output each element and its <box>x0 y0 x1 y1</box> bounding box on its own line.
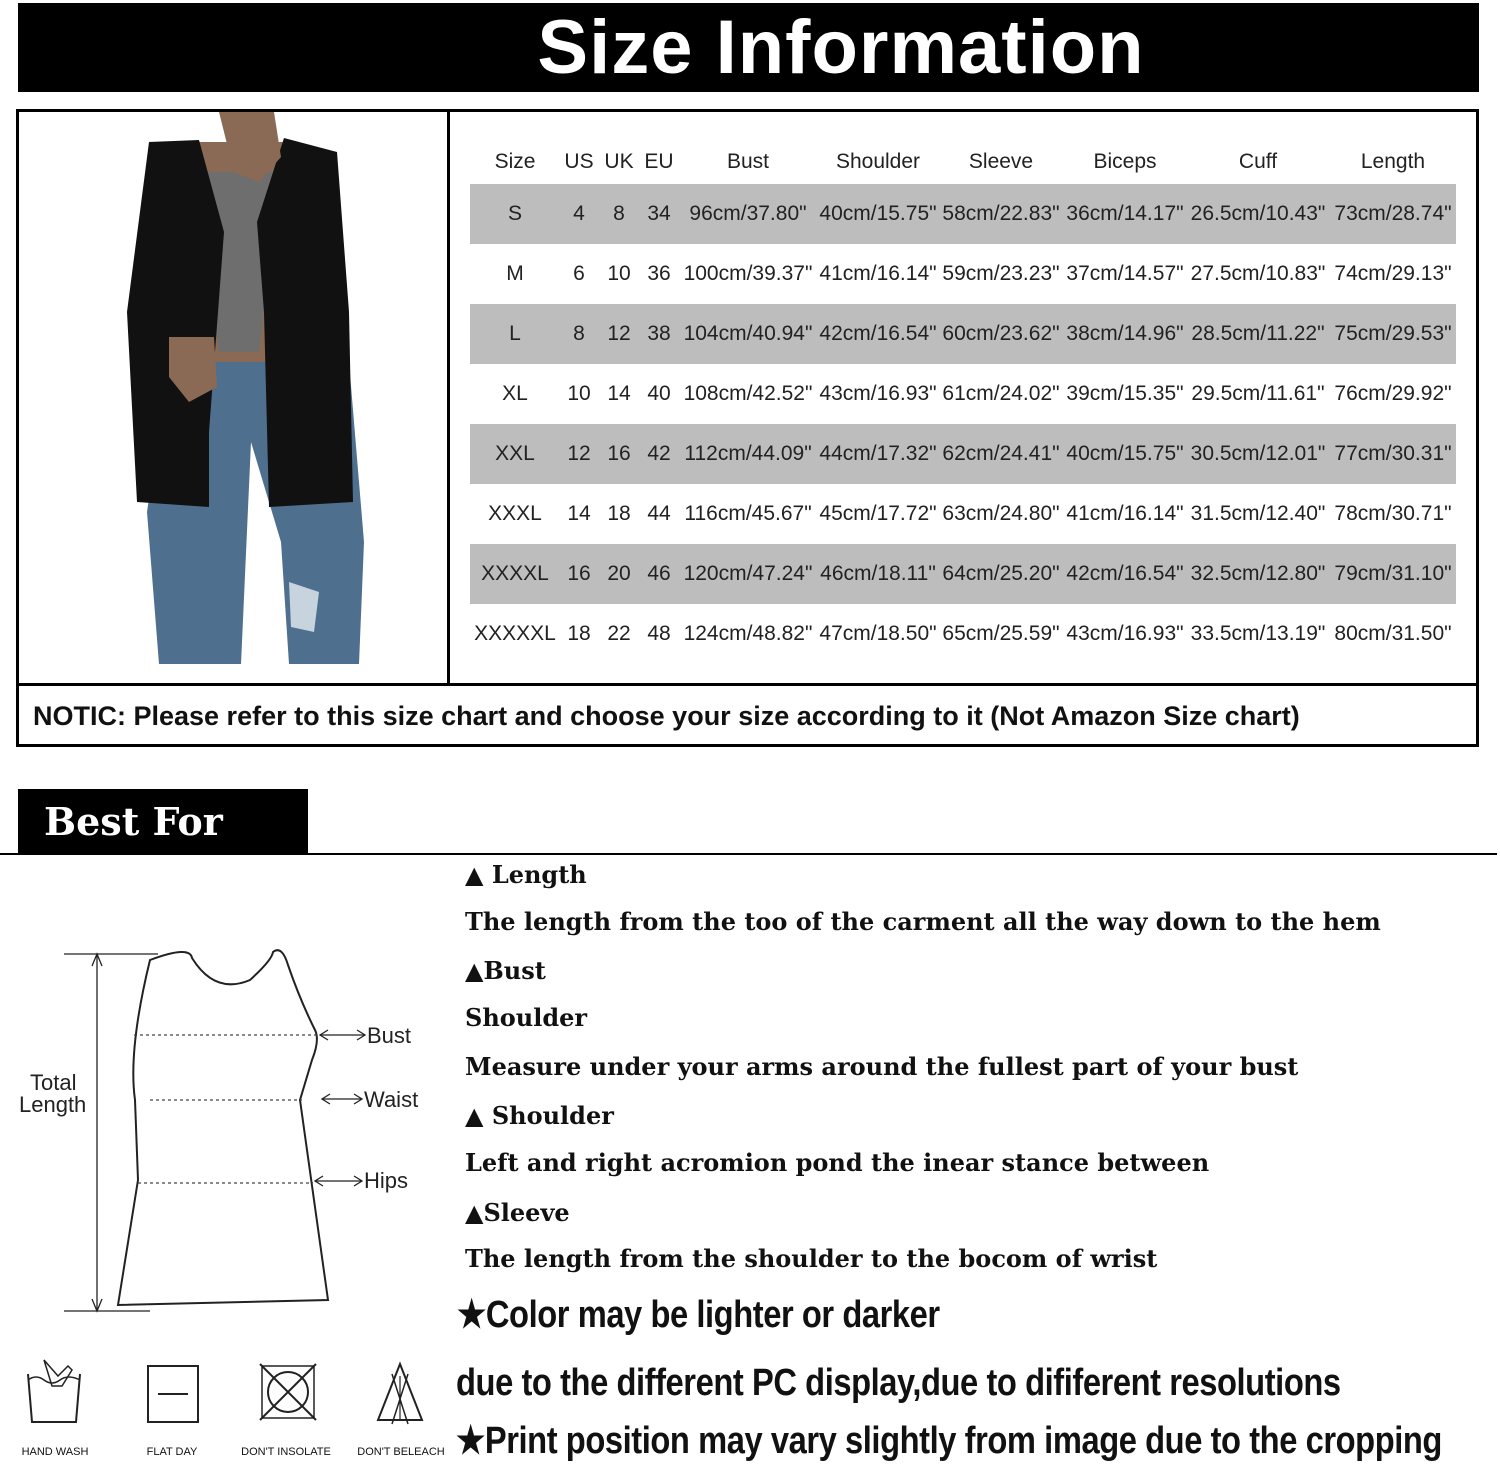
table-cell: 79cm/31.10" <box>1330 544 1456 604</box>
table-cell: 10 <box>607 262 631 285</box>
table-cell: XXL <box>470 424 560 484</box>
table-cell: XL <box>502 382 528 405</box>
shoulder-word: Shoulder <box>465 1003 588 1032</box>
table-cell: 36 <box>647 262 671 285</box>
table-cell: 40cm/15.75" <box>1064 424 1186 484</box>
waist-label: Waist <box>364 1087 419 1112</box>
bust-description: Measure under your arms around the fullest part of your bust <box>465 1052 1299 1081</box>
col-header: Shoulder <box>835 150 921 173</box>
table-cell: 28.5cm/11.22" <box>1186 304 1330 364</box>
table-cell: 16 <box>598 424 640 484</box>
table-cell: 18 <box>607 502 631 525</box>
table-cell: 62cm/24.41" <box>938 424 1064 484</box>
shoulder-description: Left and right acromion pond the inear stance between <box>465 1148 1210 1177</box>
table-row <box>470 424 1456 484</box>
title-bar <box>18 3 1479 92</box>
table-cell: 63cm/24.80" <box>942 502 1060 525</box>
col-header: Length <box>1360 150 1426 173</box>
care-label-flat-dry: FLAT DAY <box>146 1446 198 1458</box>
table-cell: 46 <box>640 544 678 604</box>
table-cell: 40 <box>647 382 671 405</box>
table-cell: 65cm/25.59" <box>942 622 1060 645</box>
table-cell: 22 <box>607 622 631 645</box>
table-row <box>470 364 1456 424</box>
table-cell: 31.5cm/12.40" <box>1190 502 1326 525</box>
shoulder-heading: ▲ Shoulder <box>465 1101 614 1130</box>
table-cell: M <box>506 262 524 285</box>
table-cell: 100cm/39.37" <box>683 262 813 285</box>
table-cell: 59cm/23.23" <box>942 262 1060 285</box>
table-cell: 42 <box>640 424 678 484</box>
do-not-bleach-icon <box>374 1360 426 1426</box>
table-cell: 14 <box>607 382 631 405</box>
table-cell: 29.5cm/11.61" <box>1191 382 1325 405</box>
care-label-hand-wash: HAND WASH <box>21 1446 89 1458</box>
bust-heading: ▲Bust <box>465 956 546 985</box>
table-cell: 41cm/16.14" <box>819 262 937 285</box>
table-header <box>470 140 1456 184</box>
table-row <box>470 304 1456 364</box>
do-not-tumble-icon <box>256 1360 320 1424</box>
table-row <box>470 604 1456 664</box>
table-cell: 60cm/23.62" <box>938 304 1064 364</box>
table-cell: 80cm/31.50" <box>1334 622 1452 645</box>
table-cell: XXXXL <box>470 544 560 604</box>
table-cell: 20 <box>598 544 640 604</box>
table-cell: 26.5cm/10.43" <box>1186 184 1330 244</box>
table-cell: 74cm/29.13" <box>1334 262 1452 285</box>
col-header: EU <box>644 150 674 173</box>
col-header: Biceps <box>1093 150 1157 173</box>
table-cell: 12 <box>598 304 640 364</box>
table-cell: 77cm/30.31" <box>1330 424 1456 484</box>
table-cell: 43cm/16.93" <box>1066 622 1184 645</box>
table-cell: 48 <box>647 622 671 645</box>
page-title: Size Information <box>537 5 1145 90</box>
table-cell: 42cm/16.54" <box>818 304 938 364</box>
table-cell: 46cm/18.11" <box>818 544 938 604</box>
hand-wash-icon <box>22 1356 88 1428</box>
table-cell: 104cm/40.94" <box>678 304 818 364</box>
table-cell: 8 <box>560 304 598 364</box>
table-cell: L <box>470 304 560 364</box>
total-label: Total <box>30 1070 77 1095</box>
length-heading: ▲ Length <box>465 860 587 889</box>
bust-label: Bust <box>367 1023 412 1048</box>
table-row <box>470 544 1456 604</box>
table-cell: 34 <box>640 184 678 244</box>
table-cell: 38 <box>640 304 678 364</box>
table-cell: 37cm/14.57" <box>1066 262 1184 285</box>
table-cell: 108cm/42.52" <box>683 382 813 405</box>
table-cell: 124cm/48.82" <box>683 622 813 645</box>
table-cell: 61cm/24.02" <box>942 382 1060 405</box>
table-cell: 33.5cm/13.19" <box>1190 622 1326 645</box>
table-row <box>470 184 1456 244</box>
table-row <box>470 244 1456 304</box>
color-note: ★Color may be lighter or darker <box>457 1294 940 1336</box>
col-header: Sleeve <box>968 150 1034 173</box>
col-header: UK <box>604 150 634 173</box>
table-cell: 10 <box>567 382 591 405</box>
section-divider <box>0 853 1497 855</box>
dress-measurement-diagram <box>10 940 450 1330</box>
table-cell: 43cm/16.93" <box>819 382 937 405</box>
table-cell: 78cm/30.71" <box>1334 502 1452 525</box>
table-cell: 76cm/29.92" <box>1334 382 1452 405</box>
model-jacket-illustration <box>19 112 447 686</box>
size-table <box>470 140 1456 664</box>
table-cell: 44cm/17.32" <box>818 424 938 484</box>
size-table-area <box>450 112 1479 686</box>
col-header: Bust <box>726 150 770 173</box>
table-cell: 64cm/25.20" <box>938 544 1064 604</box>
table-cell: 112cm/44.09" <box>678 424 818 484</box>
table-cell: 38cm/14.96" <box>1064 304 1186 364</box>
table-cell: 96cm/37.80" <box>678 184 818 244</box>
best-for-you-title: Best For You <box>18 789 308 853</box>
care-label-no-bleach: DON'T BELEACH <box>357 1446 445 1458</box>
display-note: due to the different PC display,due to dififerent resolutions <box>456 1362 1341 1404</box>
table-cell: 45cm/17.72" <box>819 502 937 525</box>
length-description: The length from the too of the carment all the way down to the hem <box>465 907 1381 936</box>
table-cell: 73cm/28.74" <box>1330 184 1456 244</box>
table-cell: S <box>470 184 560 244</box>
product-photo <box>19 112 450 686</box>
hips-label: Hips <box>364 1168 409 1193</box>
sleeve-description: The length from the shoulder to the bocom of wrist <box>465 1244 1158 1273</box>
print-note: ★Print position may vary slightly from image due to the cropping <box>456 1420 1442 1462</box>
size-chart-box <box>16 109 1479 747</box>
table-cell: 16 <box>560 544 598 604</box>
table-cell: 42cm/16.54" <box>1064 544 1186 604</box>
table-cell: 44 <box>647 502 671 525</box>
table-cell: 18 <box>567 622 591 645</box>
table-cell: XXXL <box>488 502 542 525</box>
table-cell: 47cm/18.50" <box>819 622 937 645</box>
table-cell: 32.5cm/12.80" <box>1186 544 1330 604</box>
flat-dry-icon <box>146 1364 200 1424</box>
table-cell: 30.5cm/12.01" <box>1186 424 1330 484</box>
table-cell: 58cm/22.83" <box>938 184 1064 244</box>
col-header: Size <box>494 150 536 173</box>
length-label: Length <box>19 1092 87 1117</box>
col-header: US <box>564 150 594 173</box>
table-cell: 4 <box>560 184 598 244</box>
care-label-no-tumble: DON'T INSOLATE <box>241 1446 331 1458</box>
table-cell: XXXXXL <box>474 622 556 645</box>
table-cell: 36cm/14.17" <box>1064 184 1186 244</box>
table-cell: 8 <box>598 184 640 244</box>
table-cell: 39cm/15.35" <box>1066 382 1184 405</box>
size-notice: NOTIC: Please refer to this size chart and choose your size according to it (Not Amazon Size chart) <box>19 683 1476 744</box>
table-cell: 12 <box>560 424 598 484</box>
col-header: Cuff <box>1238 150 1278 173</box>
table-cell: 14 <box>567 502 591 525</box>
table-cell: 27.5cm/10.83" <box>1190 262 1326 285</box>
table-cell: 6 <box>573 262 585 285</box>
table-cell: 120cm/47.24" <box>678 544 818 604</box>
table-row <box>470 484 1456 544</box>
table-cell: 75cm/29.53" <box>1330 304 1456 364</box>
table-cell: 40cm/15.75" <box>818 184 938 244</box>
table-cell: 41cm/16.14" <box>1066 502 1184 525</box>
table-cell: 116cm/45.67" <box>684 502 812 525</box>
sleeve-heading: ▲Sleeve <box>465 1198 570 1227</box>
